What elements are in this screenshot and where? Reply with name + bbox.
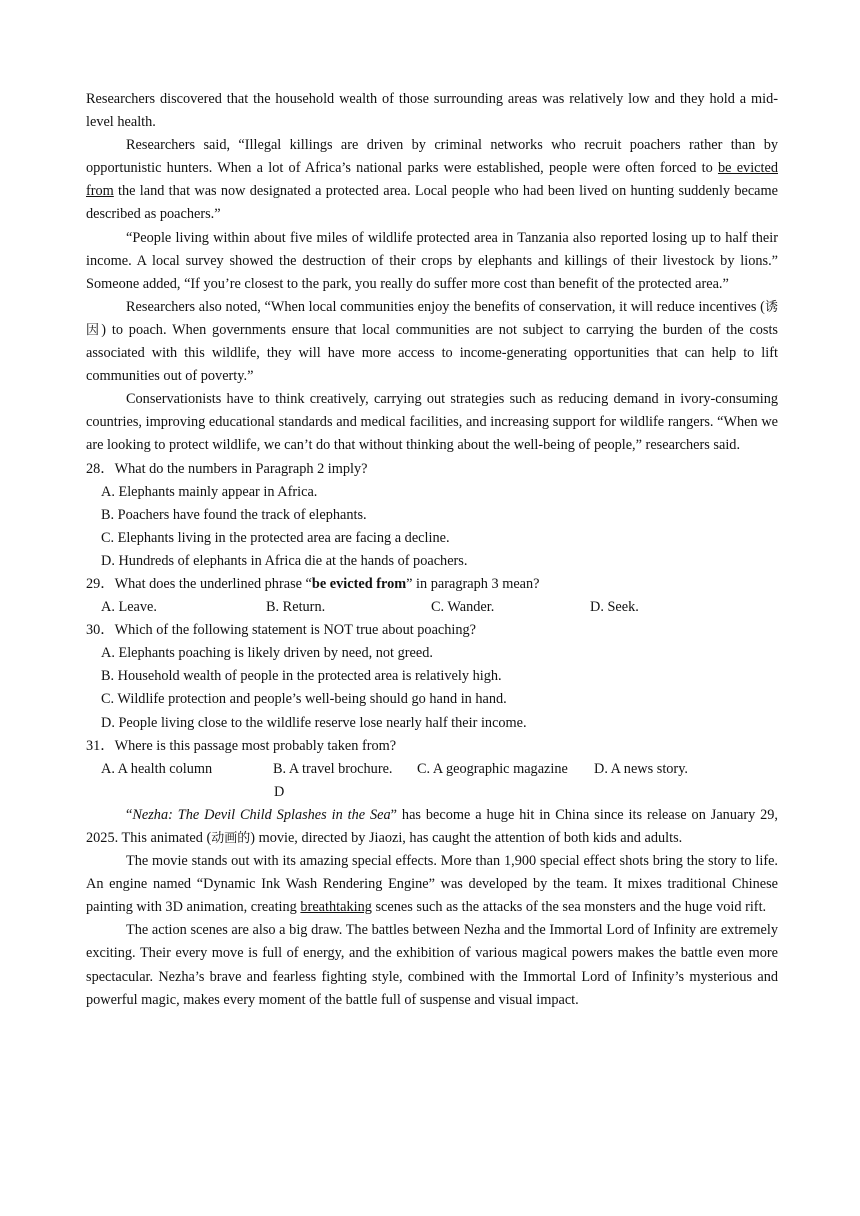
question-31-option-a: A. A health column [101, 760, 213, 777]
question-29-option-a: A. Leave. [101, 599, 157, 616]
question-30-option-d: D. People living close to the wildlife reserve lose nearly half their income. [101, 714, 527, 731]
paragraph-text: The movie stands out with its amazing special effects. More than 1,900 special effect shots bring the story to life. An engine named “Dynamic Ink Wash Rendering Engine” was developed by the team. It mixes traditional Chinese painting with 3D animation, creating [86, 853, 778, 916]
passage-c-paragraph-3: “People living within about five miles of wildlife protected area in Tanzania also reported losing up to half their income. A local survey showed the destruction of their crops by elephants and killings of their livestock by lions.” Someone added, “If you’re closest to the park, you really do suffer more cost than benefit of the protected area.” [86, 229, 778, 292]
question-30-option-c: C. Wildlife protection and people’s well-being should go hand in hand. [101, 691, 507, 708]
paragraph-text: Researchers said, “Illegal killings are driven by criminal networks who recruit poachers rather than by opportunistic hunters. When a lot of Africa’s national parks were established, people were often forced to [86, 137, 778, 177]
chinese-gloss: 诱因 [86, 299, 778, 338]
passage-d-paragraph-2 [86, 850, 778, 919]
underlined-phrase: be evicted from [86, 160, 778, 200]
question-28-stem: 28．What do the numbers in Paragraph 2 imply? [86, 460, 368, 477]
question-29-option-b: B. Return. [266, 599, 326, 616]
movie-title: Nezha: The Devil Child Splashes in the Sea [132, 806, 391, 823]
question-29-option-c: C. Wander. [431, 599, 495, 616]
passage-d-letter: D [274, 783, 285, 800]
question-28-option-d: D. Hundreds of elephants in Africa die at the hands of poachers. [101, 552, 468, 569]
exam-page [86, 88, 778, 1012]
question-31-options [101, 758, 778, 781]
paragraph-text: Researchers also noted, “When local communities enjoy the benefits of conservation, it will reduce incentives ( [126, 298, 765, 315]
question-28-option-c: C. Elephants living in the protected area are facing a decline. [101, 529, 450, 546]
question-30-option-b: B. Household wealth of people in the protected area is relatively high. [101, 668, 502, 685]
question-30-option-a: A. Elephants poaching is likely driven by need, not greed. [101, 645, 433, 662]
bold-phrase: be evicted from [311, 575, 407, 592]
paragraph-text: scenes such as the attacks of the sea monsters and the huge void rift. [371, 899, 767, 916]
paragraph-text: ) movie, directed by Jiaozi, has caught the attention of both kids and adults. [250, 830, 683, 846]
passage-d-paragraph-3: The action scenes are also a big draw. The battles between Nezha and the Immortal Lord of Infinity are extremely exciting. Their every move is full of energy, and the exhibition of various magical powers makes the battle even more spectacular. Nezha’s brave and fearless fighting style, combined with the Immortal Lord of Infinity’s mysterious and powerful magic, makes every moment of the battle full of suspense and visual impact. [86, 922, 778, 1008]
underlined-word: breathtaking [300, 899, 372, 916]
question-29-options [101, 596, 778, 619]
chinese-gloss: 动画的 [211, 831, 251, 846]
question-28-option-b: B. Poachers have found the track of elephants. [101, 506, 367, 523]
passage-c-paragraph-1: Researchers discovered that the household wealth of those surrounding areas was relatively low and they hold a mid-level health. [86, 91, 778, 131]
question-29-stem [86, 573, 778, 596]
question-31-option-d: D. A news story. [594, 760, 688, 777]
passage-c-paragraph-4 [86, 296, 778, 388]
question-30-stem: 30．Which of the following statement is NOT true about poaching? [86, 622, 477, 639]
passage-c-paragraph-5: Conservationists have to think creatively, carrying out strategies such as reducing demand in ivory-consuming countries, improving educational standards and medical facilities, and increasing support for wildlife rangers. “When we are looking to protect wildlife, we can’t do that without thinking about the well-being of people,” researchers said. [86, 391, 778, 454]
paragraph-text: ” has become a huge hit in China since its release on January 29, 2025. This animated ( [86, 806, 779, 846]
passage-c-paragraph-2 [86, 134, 778, 226]
paragraph-text: the land that was now designated a protected area. Local people who had been lived on hunting suddenly became described as poachers.” [86, 183, 778, 223]
stem-text: ” in paragraph 3 mean? [406, 575, 540, 592]
question-31-option-c: C. A geographic magazine [417, 760, 568, 777]
paragraph-text: ) to poach. When governments ensure that local communities are not subject to carrying the burden of the costs associated with this wildlife, they will have more access to income-generating opportunities that can help to lift communities out of poverty.” [86, 321, 778, 385]
stem-text: 29．What does the underlined phrase “ [86, 575, 312, 592]
question-28-option-a: A. Elephants mainly appear in Africa. [101, 483, 318, 500]
question-31-option-b: B. A travel brochure. [273, 760, 393, 777]
passage-d-paragraph-1: “Nezha: The Devil Child Splashes in the Sea” has become a huge hit in China since its release on January 29, 2025. This animated (动画的) movie, directed by Jiaozi, has caught the attention of both kids and adults. [86, 806, 779, 846]
question-29-option-d: D. Seek. [590, 599, 639, 616]
question-31-stem: 31．Where is this passage most probably taken from? [86, 737, 397, 754]
